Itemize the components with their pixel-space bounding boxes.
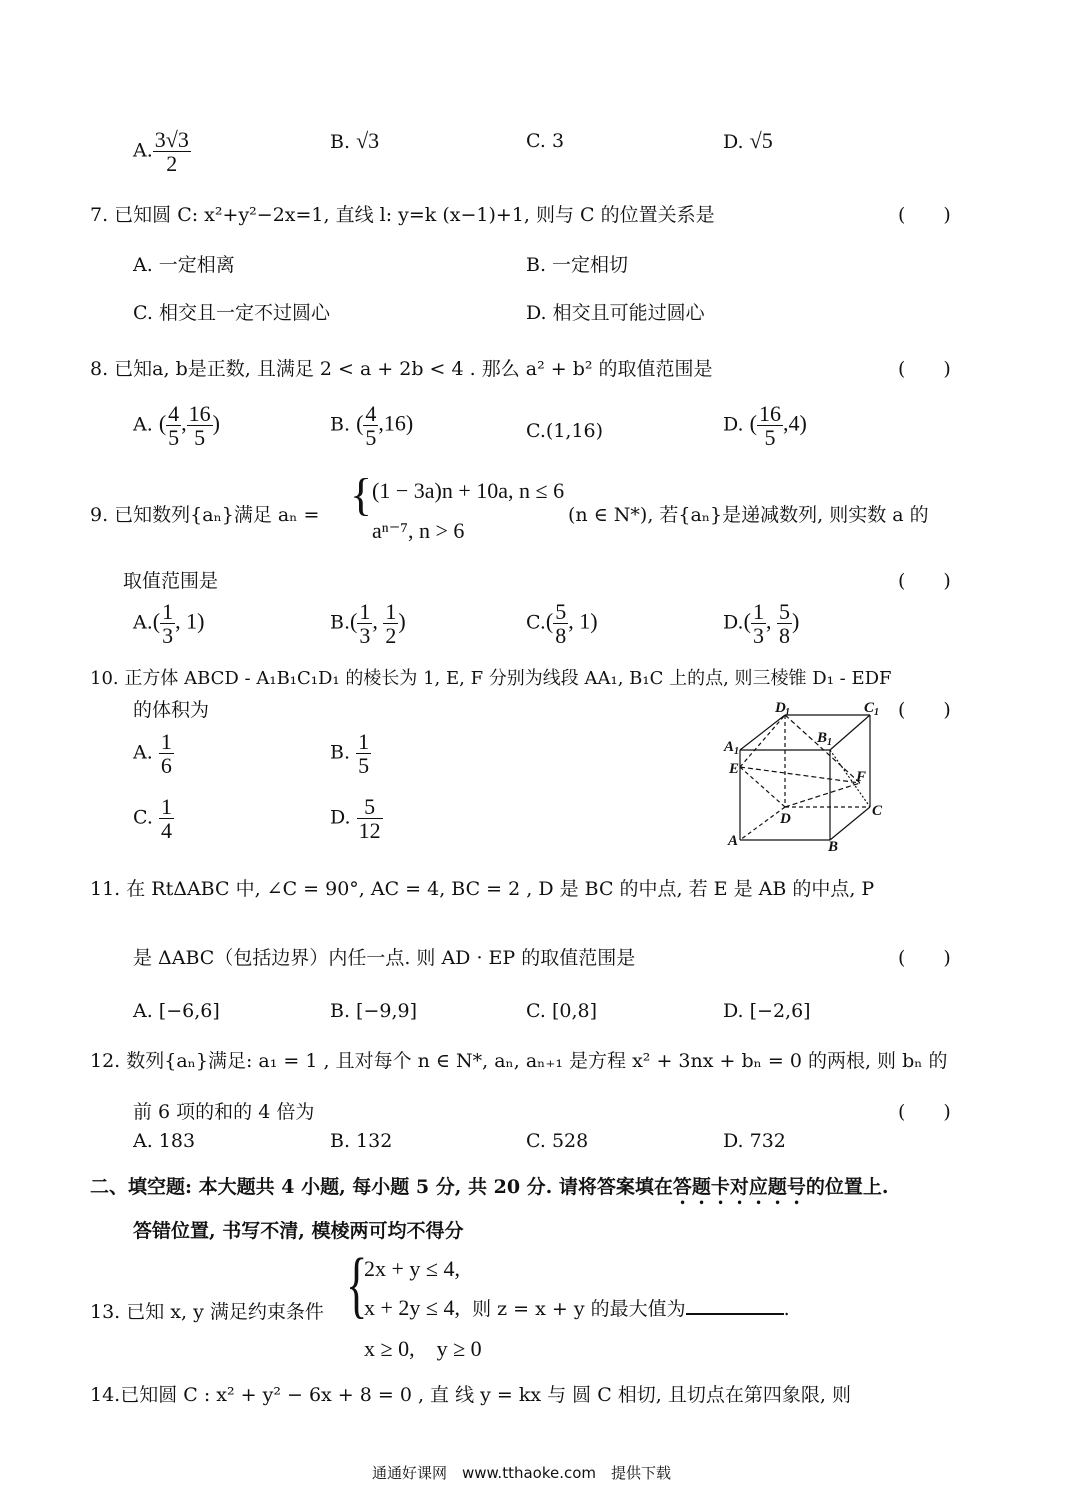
q6-option-a [133,128,191,175]
q8-answer-paren: ( ) [898,358,951,380]
svg-text:1: 1 [874,707,879,718]
q9-case-2: aⁿ⁻⁷, n > 6 [372,518,465,543]
q10-a-label: A. [133,741,153,764]
q9-b-label: B. [330,611,351,634]
q9-d-label: D. [723,611,744,634]
section-2-line1-post: 的位置上. [805,1176,889,1198]
label-c: C [872,803,883,819]
q11-line-2: 是 ΔABC（包括边界）内任一点. 则 AD · EP 的取值范围是 [133,947,636,969]
q13-answer-blank[interactable] [686,1295,784,1315]
q8-a-label: A. [133,413,153,436]
q13-stem-post: 则 z = x + y 的最大值为 [472,1298,686,1320]
q9-option-a: A.( $\frac{1}{3}$ , 1) [133,599,205,649]
q10-answer-paren: ( ) [898,699,951,721]
q13-stem-pre: 13. 已知 x, y 满足约束条件 [90,1301,324,1323]
q14-stem: 14.已知圆 C : x² + y² − 6x + 8 = 0 , 直 线 y = kx 与 圆 C 相切, 且切点在第四象限, 则 [90,1384,851,1406]
q12-option-b: B. 132 [330,1130,393,1152]
q6-d-label: D. [723,131,744,153]
q13-constraint-2-row [364,1294,790,1321]
q13-brace: { [346,1244,368,1326]
q7-option-d: D. 相交且可能过圆心 [526,302,705,324]
q9-case-1: (1 − 3a)n + 10a, n ≤ 6 [372,478,565,503]
q7-option-b: B. 一定相切 [526,254,629,276]
label-b: B [828,839,839,855]
svg-text:1: 1 [827,737,832,748]
q10-option-c: C. $\frac{1}{4}$ [133,794,172,844]
q9-option-c: C.( $\frac{5}{8}$ , 1) [526,599,598,649]
q6-option-c: C. 3 [526,130,565,152]
q12-line-2: 前 6 项的和的 4 倍为 [133,1101,315,1123]
label-e: E [729,761,740,777]
q11-option-b: B. [−9,9] [330,1000,418,1022]
label-b1: B [817,730,828,746]
label-a1: A [724,739,735,755]
q8-option-c: C.(1,16) [526,420,604,442]
q13-constraint-2: x + 2y ≤ 4, [364,1295,460,1320]
cube-figure [720,695,900,855]
q9-option-b: B.( $\frac{1}{3}$ , $\frac{1}{2}$ ) [330,599,406,649]
q7-option-a: A. 一定相离 [133,254,235,276]
label-f: F [856,769,867,785]
q8-stem: 8. 已知a, b是正数, 且满足 2 < a + 2b < 4 . 那么 a² + b² 的取值范围是 [90,358,713,380]
label-d1: D [775,700,786,716]
svg-text:1: 1 [734,746,739,757]
q11-option-a: A. [−6,6] [133,1000,220,1022]
label-c1: C [864,700,875,716]
q8-option-b: B. ( $\frac{4}{5}$ ,16) [330,401,414,451]
q12-option-c: C. 528 [526,1130,589,1152]
q9-line-2: 取值范围是 [123,570,219,592]
q12-option-d: D. 732 [723,1130,786,1152]
q12-option-a: A. 183 [133,1130,196,1152]
q9-brace: { [350,469,373,520]
section-2-line1-pre: 二、填空题: 本大题共 4 小题, 每小题 5 分, 共 20 分. 请将答案填在 [90,1176,673,1198]
section-2-line-2: 答错位置, 书写不清, 模棱两可均不得分 [133,1220,464,1242]
q7-answer-paren: ( ) [898,204,951,226]
q7-option-c: C. 相交且一定不过圆心 [133,302,330,324]
q11-option-d: D. [−2,6] [723,1000,811,1022]
q11-answer-paren: ( ) [898,947,951,969]
q10-option-d: D. $\frac{5}{12}$ [330,794,381,844]
label-a: A [728,833,739,849]
q6-option-d: D. √5 [723,128,773,153]
q11-option-c: C. [0,8] [526,1000,597,1022]
q9-option-d: D.( $\frac{1}{3}$ , $\frac{5}{8}$ ) [723,599,800,649]
q12-stem: 12. 数列{aₙ}满足: a₁ = 1 , 且对每个 n ∈ N*, aₙ, aₙ₊₁ 是方程 x² + 3nx + bₙ = 0 的两根, 则 bₙ 的 [90,1050,948,1072]
q6-option-b: B. √3 [330,128,380,153]
section-2-line1-dotted: 答题卡对应题号 [672,1176,806,1198]
q10-c-label: C. [133,806,153,829]
q10-b-label: B. [330,741,351,764]
q9-stem-pre: 9. 已知数列{aₙ}满足 aₙ = [90,504,320,526]
q10-option-b: B. $\frac{1}{5}$ [330,729,370,779]
q8-b-label: B. [330,413,351,436]
q8-d-label: D. [723,413,744,436]
q10-stem: 10. 正方体 ABCD - A₁B₁C₁D₁ 的棱长为 1, E, F 分别为线段 AA₁, B₁C 上的点, 则三棱锥 D₁ - EDF [90,668,892,689]
q7-stem: 7. 已知圆 C: x²+y²−2x=1, 直线 l: y=k (x−1)+1, 则与 C 的位置关系是 [90,204,715,226]
q13-constraint-3: x ≥ 0, y ≥ 0 [364,1336,482,1361]
section-2-heading [90,1172,889,1209]
q9-stem-post: (n ∈ N*), 若{aₙ}是递减数列, 则实数 a 的 [568,504,929,526]
q6-a-label: A. [133,139,153,162]
q8-option-d: D. ( $\frac{16}{5}$ ,4) [723,401,807,451]
q10-option-a: A. $\frac{1}{6}$ [133,729,172,779]
q9-c-label: C. [526,611,546,634]
q8-option-a: A. ( $\frac{4}{5}$ , $\frac{16}{5}$ ) [133,401,220,451]
q11-stem: 11. 在 RtΔABC 中, ∠C = 90°, AC = 4, BC = 2 , D 是 BC 的中点, 若 E 是 AB 的中点, P [90,878,875,900]
q12-answer-paren: ( ) [898,1101,951,1123]
q9-a-label: A. [133,611,153,634]
q6-b-label: B. [330,131,351,153]
q10-line-2: 的体积为 [133,699,210,721]
q9-answer-paren: ( ) [898,570,951,592]
q10-d-label: D. [330,806,351,829]
q13-constraint-1: 2x + y ≤ 4, [364,1256,460,1281]
label-d: D [780,811,791,827]
q13-end: . [783,1298,790,1320]
q6-a-fraction: $\frac{3√3}{2}$ [154,127,189,177]
footer-source: 通通好课网 www.tthaoke.com 提供下载 [372,1464,672,1482]
svg-text:1: 1 [785,707,790,718]
